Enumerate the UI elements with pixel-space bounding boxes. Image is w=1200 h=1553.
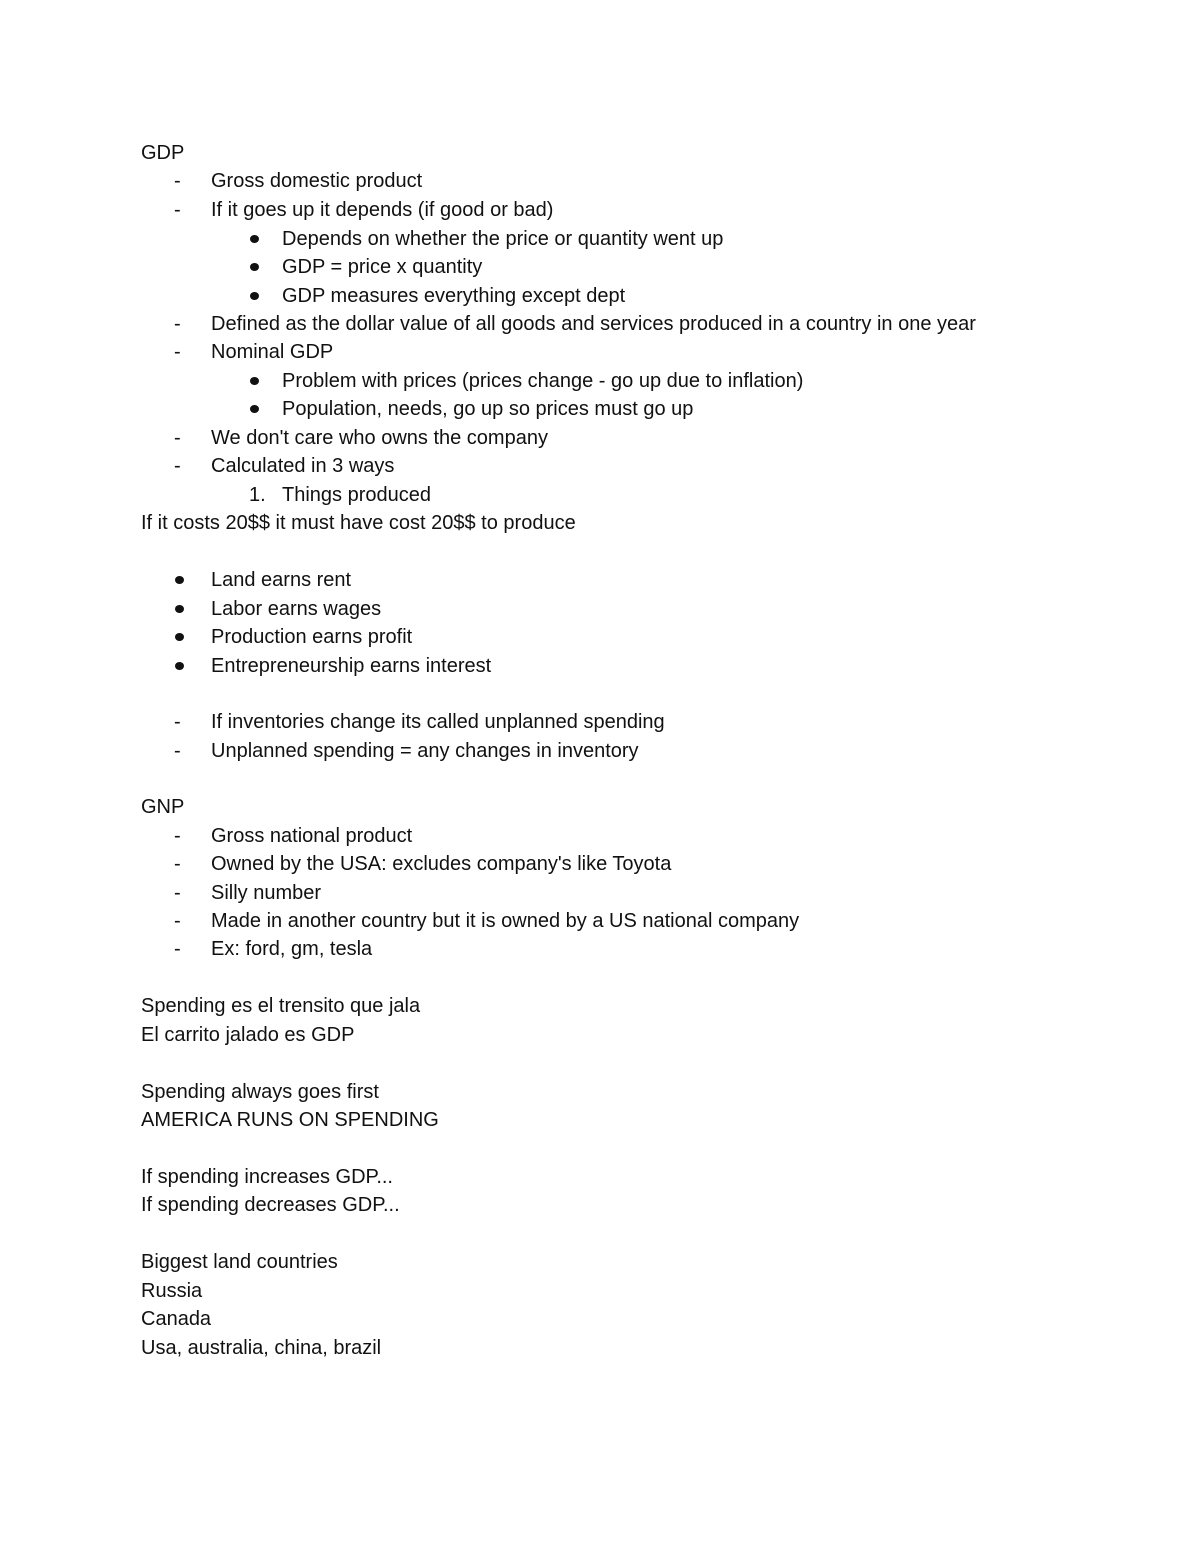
- note-line-text: Russia: [141, 1280, 203, 1302]
- dash-marker: -: [174, 910, 181, 932]
- dash-marker: -: [174, 853, 181, 875]
- note-line-text: Spending es el trensito que jala: [141, 995, 421, 1017]
- list-item-text: Ex: ford, gm, tesla: [211, 938, 373, 960]
- dash-marker: -: [174, 711, 181, 733]
- list-item-text: Defined as the dollar value of all goods and services produced in a country in one year: [211, 313, 976, 335]
- list-item-text: Owned by the USA: excludes company's like Toyota: [211, 853, 672, 875]
- cost-note-text: If it costs 20$$ it must have cost 20$$ to produce: [141, 512, 576, 534]
- gnp-heading-text: GNP: [141, 796, 185, 818]
- list-item-text: Nominal GDP: [211, 341, 334, 363]
- dash-marker: -: [174, 170, 181, 192]
- dash-marker: -: [174, 938, 181, 960]
- list-item-text: Unplanned spending = any changes in inventory: [211, 740, 639, 762]
- list-item-text: Calculated in 3 ways: [211, 455, 395, 477]
- dash-marker: -: [174, 199, 181, 221]
- note-line-text: If spending decreases GDP...: [141, 1194, 400, 1216]
- dash-marker: -: [174, 882, 181, 904]
- factor-item-text: Production earns profit: [211, 626, 413, 648]
- note-line-text: El carrito jalado es GDP: [141, 1024, 355, 1046]
- bullet-icon: [175, 633, 184, 641]
- dash-marker: -: [174, 455, 181, 477]
- note-line-text: Spending always goes first: [141, 1081, 379, 1103]
- number-marker: 1.: [249, 484, 266, 506]
- bullet-icon: [250, 377, 259, 385]
- bullet-icon: [175, 605, 184, 613]
- factor-item-text: Entrepreneurship earns interest: [211, 655, 492, 677]
- list-item-text: If it goes up it depends (if good or bad): [211, 199, 554, 221]
- dash-marker: -: [174, 427, 181, 449]
- dash-marker: -: [174, 313, 181, 335]
- bullet-icon: [250, 292, 259, 300]
- dash-marker: -: [174, 740, 181, 762]
- list-item-text: GDP = price x quantity: [282, 256, 483, 278]
- list-item-text: Silly number: [211, 882, 322, 904]
- bullet-icon: [250, 405, 259, 413]
- list-item-text: Made in another country but it is owned by a US national company: [211, 910, 800, 932]
- list-item-text: Depends on whether the price or quantity went up: [282, 228, 724, 250]
- list-item-text: Population, needs, go up so prices must go up: [282, 398, 694, 420]
- list-item-text: We don't care who owns the company: [211, 427, 548, 449]
- gdp-heading-text: GDP: [141, 142, 185, 164]
- factor-item-text: Land earns rent: [211, 569, 352, 591]
- list-item-text: Gross domestic product: [211, 170, 423, 192]
- list-item-text: GDP measures everything except dept: [282, 285, 626, 307]
- dash-marker: -: [174, 825, 181, 847]
- numbered-item-text: Things produced: [282, 484, 431, 506]
- bullet-icon: [250, 235, 259, 243]
- list-item-text: Problem with prices (prices change - go up due to inflation): [282, 370, 804, 392]
- note-line-text: Biggest land countries: [141, 1251, 338, 1273]
- bullet-icon: [175, 576, 184, 584]
- bullet-icon: [175, 662, 184, 670]
- note-line-text: If spending increases GDP...: [141, 1166, 393, 1188]
- dash-marker: -: [174, 341, 181, 363]
- note-line-text: Canada: [141, 1308, 212, 1330]
- list-item-text: If inventories change its called unplanned spending: [211, 711, 665, 733]
- note-line-text: Usa, australia, china, brazil: [141, 1337, 382, 1359]
- list-item-text: Gross national product: [211, 825, 413, 847]
- factor-item-text: Labor earns wages: [211, 598, 382, 620]
- bullet-icon: [250, 263, 259, 271]
- note-line-text: AMERICA RUNS ON SPENDING: [141, 1109, 439, 1131]
